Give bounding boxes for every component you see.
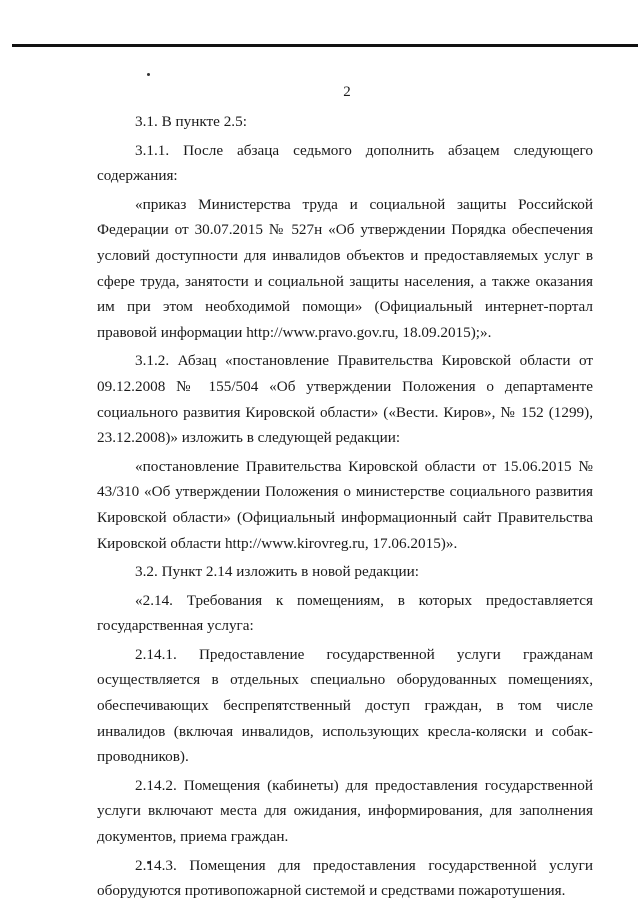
document-body <box>97 109 593 904</box>
paragraph-2-14-1: 2.14.1. Предоставление государственной услуги гражданам осуществляется в отдельных специально оборудованных помещениях, обеспечивающих беспрепятственный доступ граждан, в том числе инвалидов (включая инвалидов, использующих кресла-коляски и собак-проводников). <box>97 645 593 766</box>
paragraph-2-14: «2.14. Требования к помещениям, в которых предоставляется государственная услуга: <box>97 591 593 635</box>
paragraph-3-2: 3.2. Пункт 2.14 изложить в новой редакции: <box>135 563 420 581</box>
paragraph-2-14-2: 2.14.2. Помещения (кабинеты) для предоставления государственной услуги включают места для ожидания, информирования, для заполнения документов, приема граждан. <box>97 776 593 846</box>
paragraph-3-1-1: 3.1.1. После абзаца седьмого дополнить абзацем следующего содержания: <box>97 141 593 185</box>
scan-speck <box>147 73 150 76</box>
paragraph-2-14-3: 2.14.3. Помещения для предоставления государственной услуги оборудуются противопожарной системой и средствами пожаротушения. <box>97 856 593 900</box>
page-number: 2 <box>343 84 351 100</box>
paragraph-3-1: 3.1. В пункте 2.5: <box>135 113 247 130</box>
top-border-line <box>12 44 638 47</box>
paragraph-order-quote: «приказ Министерства труда и социальной защиты Российской Федерации от 30.07.2015 № 527н «Об утверждении Порядка обеспечения условий доступности для инвалидов объектов и предоставляемых услуг в сфере труда, занятости и социальной защиты населения, а также оказания им при этом необходимой помощи» (Официальный интернет-портал правовой информации http://www.pravo.gov.ru, 18.09.2015);». <box>97 195 593 341</box>
paragraph-resolution-quote: «постановление Правительства Кировской области от 15.06.2015 № 43/310 «Об утверждении Положения о министерстве социального развития Кировской области» (Официальный информационный сайт Правительства Кировской области http://www.kirovreg.ru, 17.06.2015)». <box>97 457 593 552</box>
paragraph-3-1-2: 3.1.2. Абзац «постановление Правительства Кировской области от 09.12.2008 № 155/504 «Об утверждении Положения о департаменте социального развития Кировской области» («Вести. Киров», № 152 (1299), 23.12.2008)» изложить в следующей редакции: <box>97 352 593 447</box>
